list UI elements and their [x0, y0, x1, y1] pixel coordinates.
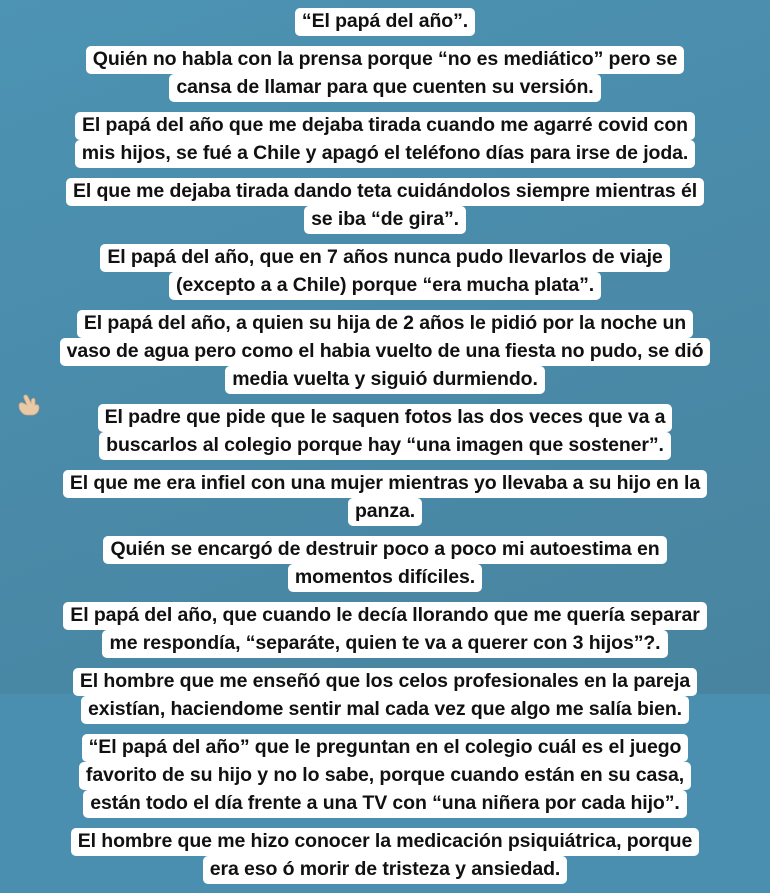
story-line: me respondía, “separáte, quien te va a querer con 3 hijos”?.: [102, 630, 667, 658]
story-line: mis hijos, se fué a Chile y apagó el teléfono días para irse de joda.: [75, 140, 695, 168]
story-line: buscarlos al colegio porque hay “una imagen que sostener”.: [99, 432, 671, 460]
story-line: vaso de agua pero como el habia vuelto de una fiesta no pudo, se dió: [60, 338, 711, 366]
story-paragraph: [10, 310, 760, 394]
story-paragraph: [10, 112, 760, 168]
story-line: están todo el día frente a una TV con “una niñera por cada hijo”.: [83, 790, 686, 818]
story-paragraph: [10, 470, 760, 526]
story-line: “El papá del año” que le preguntan en el colegio cuál es el juego: [82, 734, 689, 762]
story-line: existían, haciendome sentir mal cada vez que algo me salía bien.: [81, 696, 689, 724]
story-paragraph: [10, 536, 760, 592]
story-paragraph: [10, 734, 760, 818]
story-paragraph: [10, 828, 760, 884]
story-line: El papá del año, que en 7 años nunca pudo llevarlos de viaje: [100, 244, 669, 272]
story-line: media vuelta y siguió durmiendo.: [225, 366, 545, 394]
story-line: “El papá del año”.: [295, 8, 475, 36]
story-paragraph: [10, 8, 760, 36]
story-line: El papá del año, a quien su hija de 2 años le pidió por la noche un: [77, 310, 693, 338]
story-line: El papá del año, que cuando le decía llorando que me quería separar: [63, 602, 706, 630]
story-line: momentos difíciles.: [288, 564, 482, 592]
story-line: El hombre que me enseñó que los celos profesionales en la pareja: [73, 668, 697, 696]
story-line: El papá del año que me dejaba tirada cuando me agarré covid con: [75, 112, 695, 140]
story-line: El hombre que me hizo conocer la medicación psiquiátrica, porque: [71, 828, 700, 856]
story-line: El que me dejaba tirada dando teta cuidándolos siempre mientras él: [66, 178, 704, 206]
story-line: cansa de llamar para que cuenten su versión.: [169, 74, 600, 102]
story-line: El que me era infiel con una mujer mientras yo llevaba a su hijo en la: [63, 470, 707, 498]
story-paragraph: [10, 602, 760, 658]
story-line: (excepto a a Chile) porque “era mucha plata”.: [169, 272, 601, 300]
story-paragraph: [10, 404, 760, 460]
story-line: Quién se encargó de destruir poco a poco mi autoestima en: [103, 536, 666, 564]
story-line: panza.: [348, 498, 422, 526]
story-text-block: [10, 8, 760, 893]
story-paragraph: [10, 668, 760, 724]
story-line: Quién no habla con la prensa porque “no es mediático” pero se: [86, 46, 684, 74]
story-line: favorito de su hijo y no lo sabe, porque cuando están en su casa,: [79, 762, 691, 790]
story-line: se iba “de gira”.: [304, 206, 466, 234]
story-line: era eso ó morir de tristeza y ansiedad.: [203, 856, 568, 884]
story-line: El padre que pide que le saquen fotos las dos veces que va a: [98, 404, 673, 432]
story-paragraph: [10, 244, 760, 300]
story-paragraph: [10, 178, 760, 234]
story-paragraph: [10, 46, 760, 102]
